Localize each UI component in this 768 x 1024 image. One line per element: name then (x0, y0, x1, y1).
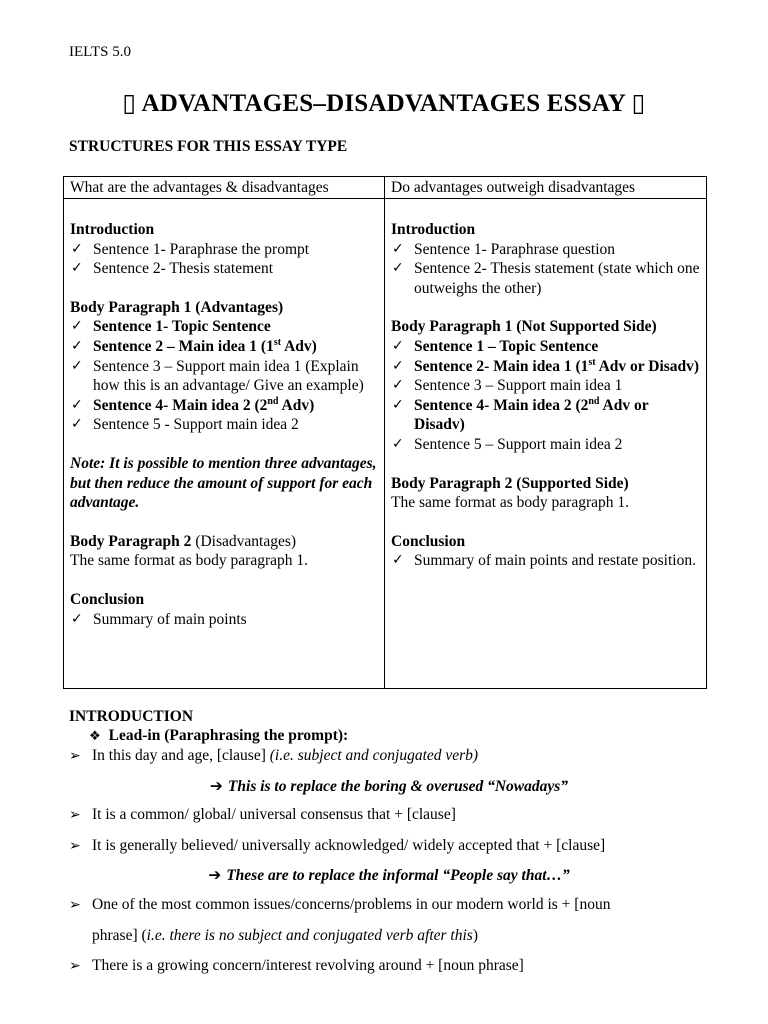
phrase-line (69, 837, 605, 855)
phrase-hint: (i.e. subject and conjugated verb) (269, 747, 479, 764)
left-column (64, 199, 385, 689)
item-text: Sentence 5 – Support main idea 2 (414, 435, 623, 453)
list-item (70, 396, 378, 416)
check-icon: ✓ (71, 240, 83, 257)
ordinal-sup: nd (588, 395, 600, 407)
arrow-icon: ➢ (69, 958, 81, 974)
item-text: Sentence 4- Main idea 2 (2 (93, 396, 268, 414)
phrase-line (69, 896, 610, 914)
item-text: Sentence 2- Thesis statement (93, 260, 274, 278)
right-arrow-icon: ➔ (208, 866, 222, 884)
list-item (391, 337, 700, 357)
list-item (70, 259, 378, 279)
item-text: Summary of main points and restate position. (414, 552, 696, 570)
phrase-hint: i.e. there is no subject and conjugated verb after this (146, 927, 473, 944)
list-item (70, 317, 378, 337)
phrase-text: There is a growing concern/interest revolving around + [noun phrase] (92, 957, 524, 974)
check-icon: ✓ (392, 377, 404, 394)
ordinal-sup: st (273, 336, 282, 348)
phrase-text: ) (472, 927, 478, 944)
list-item (391, 551, 700, 571)
right-body2-text: The same format as body paragraph 1. (391, 494, 630, 512)
introduction-section (69, 708, 709, 974)
arrow-icon: ➢ (69, 897, 81, 913)
structure-table (63, 176, 707, 689)
left-body1-heading: Body Paragraph 1 (Advantages) (70, 298, 284, 316)
item-text: Adv or Disadv) (595, 357, 700, 375)
item-text: Sentence 2 – Main idea 1 (1 (93, 337, 274, 355)
item-text: Sentence 1- Paraphrase question (414, 240, 616, 258)
list-item (391, 396, 700, 435)
arrow-icon: ➢ (69, 748, 81, 764)
item-text: Adv or Disadv) (414, 396, 649, 434)
item-text: Adv) (281, 337, 317, 355)
introduction-heading: INTRODUCTION (69, 708, 194, 725)
level-label: IELTS 5.0 (69, 44, 131, 60)
item-text: Sentence 2- Main idea 1 (1 (414, 357, 589, 375)
check-icon: ✓ (392, 337, 404, 354)
phrase-text: One of the most common issues/concerns/problems in our modern world is + [noun (92, 896, 611, 913)
note-text: This is to replace the boring & overused “Nowadays” (227, 778, 569, 795)
table-header-right: Do advantages outweigh disadvantages (385, 177, 707, 199)
arrow-icon: ➢ (69, 838, 81, 854)
list-item (70, 337, 378, 357)
left-intro-heading: Introduction (70, 221, 155, 238)
item-text: Adv) (278, 396, 315, 414)
list-item (391, 240, 700, 260)
item-text: Sentence 3 – Support main idea 1 (Explain how this is an advantage/ Give an example) (93, 357, 364, 395)
left-body2-text: The same format as body paragraph 1. (70, 552, 309, 570)
check-icon: ✓ (392, 435, 404, 452)
check-icon: ✓ (392, 260, 404, 277)
list-item (70, 357, 378, 396)
check-icon: ✓ (392, 357, 404, 374)
replacement-note (69, 777, 709, 796)
diamond-icon: ❖ (89, 729, 101, 744)
phrase-text: phrase] ( (92, 927, 147, 944)
check-icon: ✓ (71, 357, 83, 374)
list-item (391, 357, 700, 377)
check-icon: ✓ (392, 552, 404, 569)
item-text: Sentence 5 - Support main idea 2 (93, 416, 299, 434)
list-item (70, 415, 378, 435)
ordinal-sup: nd (267, 395, 279, 407)
right-body1-heading: Body Paragraph 1 (Not Supported Side) (391, 318, 657, 336)
phrase-text: In this day and age, [clause] (92, 747, 270, 764)
right-body2-heading: Body Paragraph 2 (Supported Side) (391, 474, 629, 492)
right-conclusion-heading: Conclusion (391, 532, 466, 550)
check-icon: ✓ (71, 396, 83, 413)
replacement-note (69, 866, 709, 885)
title-right-glyph: ▯ (631, 90, 646, 117)
page-title (0, 88, 768, 118)
phrase-text: It is a common/ global/ universal consensus that + [clause] (92, 806, 456, 823)
left-conclusion-heading: Conclusion (70, 590, 145, 608)
title-text: ADVANTAGES–DISADVANTAGES ESSAY (141, 90, 626, 117)
lead-in-text: Lead-in (Paraphrasing the prompt): (108, 727, 349, 744)
phrase-line (69, 747, 478, 765)
check-icon: ✓ (392, 396, 404, 413)
check-icon: ✓ (71, 610, 83, 627)
check-icon: ✓ (71, 318, 83, 335)
check-icon: ✓ (71, 337, 83, 354)
list-item (70, 610, 378, 630)
ordinal-sup: st (588, 356, 596, 368)
note-text: These are to replace the informal “People say that…” (226, 867, 570, 884)
right-arrow-icon: ➔ (209, 777, 223, 795)
item-text: Sentence 2- Thesis statement (state which one outweighs the other) (414, 260, 700, 297)
section-subtitle: STRUCTURES FOR THIS ESSAY TYPE (69, 138, 348, 155)
list-item (70, 240, 378, 260)
phrase-line (69, 957, 524, 975)
title-left-glyph: ▯ (122, 90, 137, 117)
phrase-text: It is generally believed/ universally acknowledged/ widely accepted that + [clause] (92, 837, 606, 854)
phrase-line-continued (92, 927, 478, 945)
right-intro-heading: Introduction (391, 221, 476, 238)
item-text: Summary of main points (93, 610, 247, 628)
phrase-line (69, 806, 456, 824)
list-item (391, 259, 700, 298)
note-text: Note: It is possible to mention three advantages, but then reduce the amount of support for each advantage. (70, 454, 377, 512)
heading-text: Body Paragraph 2 (70, 532, 192, 550)
left-body2-heading (70, 532, 378, 552)
heading-suffix: (Disadvantages) (191, 532, 297, 550)
item-text: Sentence 4- Main idea 2 (2 (414, 396, 589, 414)
item-text: Sentence 1- Topic Sentence (93, 318, 271, 336)
list-item (391, 435, 700, 455)
check-icon: ✓ (71, 260, 83, 277)
item-text: Sentence 1- Paraphrase the prompt (93, 240, 310, 258)
lead-in-heading (89, 727, 348, 745)
item-text: Sentence 1 – Topic Sentence (414, 337, 599, 355)
arrow-icon: ➢ (69, 807, 81, 823)
list-item (391, 376, 700, 396)
check-icon: ✓ (392, 240, 404, 257)
right-column (385, 199, 707, 689)
item-text: Sentence 3 – Support main idea 1 (414, 377, 623, 395)
table-header-left: What are the advantages & disadvantages (64, 177, 385, 199)
check-icon: ✓ (71, 416, 83, 433)
